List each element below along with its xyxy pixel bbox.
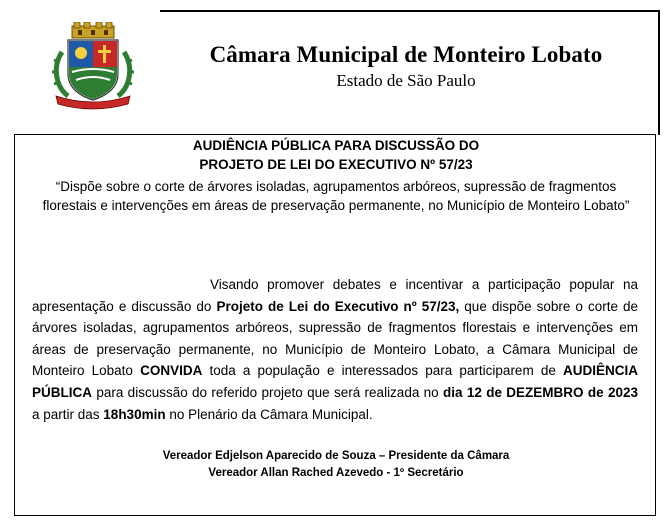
notice-heading-line-1: AUDIÊNCIA PÚBLICA PARA DISCUSSÃO DO (192, 138, 480, 153)
body-text-6: no Plenário da Câmara Municipal. (165, 406, 373, 422)
body-text-3: toda a população e interessados para participarem de (202, 363, 563, 379)
page-subtitle: Estado de São Paulo (336, 71, 476, 90)
body-text-2: que dispõe sobre o corte de árvores isoladas, agrupamentos arbóreos, supressão de fragmentos florestais e intervenções em áreas de preservação permanente, no Município de Monteiro Lobato, a Câmara Municipal de Monteiro Lobato (32, 298, 638, 379)
body-text-4: para discussão do referido projeto que será realizada no (92, 384, 444, 400)
body-text-1: Visando promover debates e incentivar a participação popular na apresentação e discussão do (32, 277, 638, 314)
body-text-5: a partir das (32, 406, 104, 422)
body-bold-invites: CONVIDA (140, 363, 203, 379)
body-bold-bill: Projeto de Lei do Executivo nº 57/23, (216, 298, 460, 314)
body-bold-hearing: AUDIÊNCIA PÚBLICA (32, 363, 638, 400)
body-bold-date: dia 12 de DEZEMBRO de 2023 (443, 384, 638, 400)
page-title: Câmara Municipal de Monteiro Lobato (209, 42, 603, 67)
notice-body (32, 274, 638, 425)
notice-heading-line-2: PROJETO DE LEI DO EXECUTIVO Nº 57/23 (199, 157, 473, 172)
signature-secretary: Vereador Allan Rached Azevedo - 1º Secretário (208, 467, 464, 479)
header-top-rule (160, 10, 660, 12)
signature-president: Vereador Edjelson Aparecido de Souza – Presidente da Câmara (162, 450, 510, 462)
bill-summary-quote: “Dispõe sobre o corte de árvores isoladas, agrupamentos arbóreos, supressão de fragmentos florestais e intervenções em áreas de preservação permanente, no Município de Monteiro Lobato” (42, 179, 630, 213)
header-right-rule (658, 10, 660, 135)
municipal-coat-of-arms-icon (48, 22, 138, 112)
body-bold-time: 18h30min (103, 406, 166, 422)
